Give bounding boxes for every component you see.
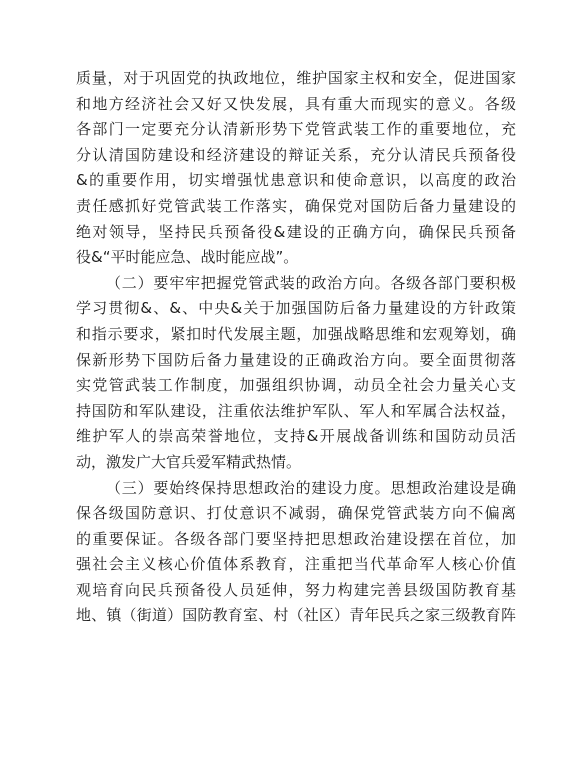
line-text: 的重要保证。各级各部门要坚持把思想政治建设摆在首位，加 <box>76 529 518 548</box>
text-line <box>76 117 516 143</box>
text-line <box>76 322 516 348</box>
line-text: 观培育向民兵预备役人员延伸，努力构建完善县级国防教育基 <box>76 580 518 599</box>
line-text: 持国防和军队建设，注重依法维护军队、军人和军属合法权益， <box>76 401 517 420</box>
line-text: 保新形势下国防后备力量建设的正确政治方向。要全面贯彻落 <box>76 350 518 369</box>
paragraph-start-line <box>76 271 516 297</box>
text-line <box>76 168 516 194</box>
line-text: 地、镇（街道）国防教育室、村（社区）青年民兵之家三级教育阵 <box>76 606 517 625</box>
body-text <box>76 66 516 629</box>
line-text: 动，激发广大官兵爱军精武热情。 <box>76 452 302 471</box>
line-text: 分认清国防建设和经济建设的辩证关系，充分认清民兵预备役 <box>76 145 518 164</box>
text-line <box>76 399 516 425</box>
paragraph-start-line <box>76 476 516 502</box>
text-line <box>76 348 516 374</box>
line-text: 保各级国防意识、打仗意识不减弱，确保党管武装方向不偏离 <box>76 504 518 523</box>
line-text: 学习贯彻&、&、中央&关于加强国防后备力量建设的方针政策 <box>76 299 518 318</box>
text-line <box>76 603 516 629</box>
line-text: 和指示要求，紧扣时代发展主题，加强战略思维和宏观筹划，确 <box>76 324 517 343</box>
line-text: （二）要牢牢把握党管武装的政治方向。各级各部门要积极 <box>106 273 517 292</box>
line-text: 各部门一定要充分认清新形势下党管武装工作的重要地位，充 <box>76 120 518 139</box>
text-line <box>76 527 516 553</box>
text-line <box>76 143 516 169</box>
text-line <box>76 501 516 527</box>
line-text: 绝对领导，坚持民兵预备役&建设的正确方向，确保民兵预备 <box>76 222 518 241</box>
text-line <box>76 245 516 271</box>
text-line <box>76 220 516 246</box>
line-text: 质量，对于巩固党的执政地位，维护国家主权和安全，促进国家 <box>76 69 517 87</box>
text-line <box>76 373 516 399</box>
text-line <box>76 296 516 322</box>
line-text: 强社会主义核心价值体系教育，注重把当代革命军人核心价值 <box>76 555 518 574</box>
text-line <box>76 92 516 118</box>
line-text: 役&“平时能应急、战时能应战”。 <box>76 248 299 267</box>
text-line <box>76 424 516 450</box>
text-line <box>76 450 516 476</box>
text-line <box>76 194 516 220</box>
text-line <box>76 578 516 604</box>
text-line <box>76 66 516 92</box>
line-text: 责任感抓好党管武装工作落实，确保党对国防后备力量建设的 <box>76 196 518 215</box>
text-line <box>76 552 516 578</box>
line-text: 实党管武装工作制度，加强组织协调，动员全社会力量关心支 <box>76 376 518 395</box>
line-text: &的重要作用，切实增强忧患意识和使命意识，以高度的政治 <box>76 171 518 190</box>
line-text: （三）要始终保持思想政治的建设力度。思想政治建设是确 <box>106 478 517 497</box>
line-text: 维护军人的崇高荣誉地位，支持&开展战备训练和国防动员活 <box>76 427 518 446</box>
line-text: 和地方经济社会又好又快发展，具有重大而现实的意义。各级 <box>76 94 518 113</box>
